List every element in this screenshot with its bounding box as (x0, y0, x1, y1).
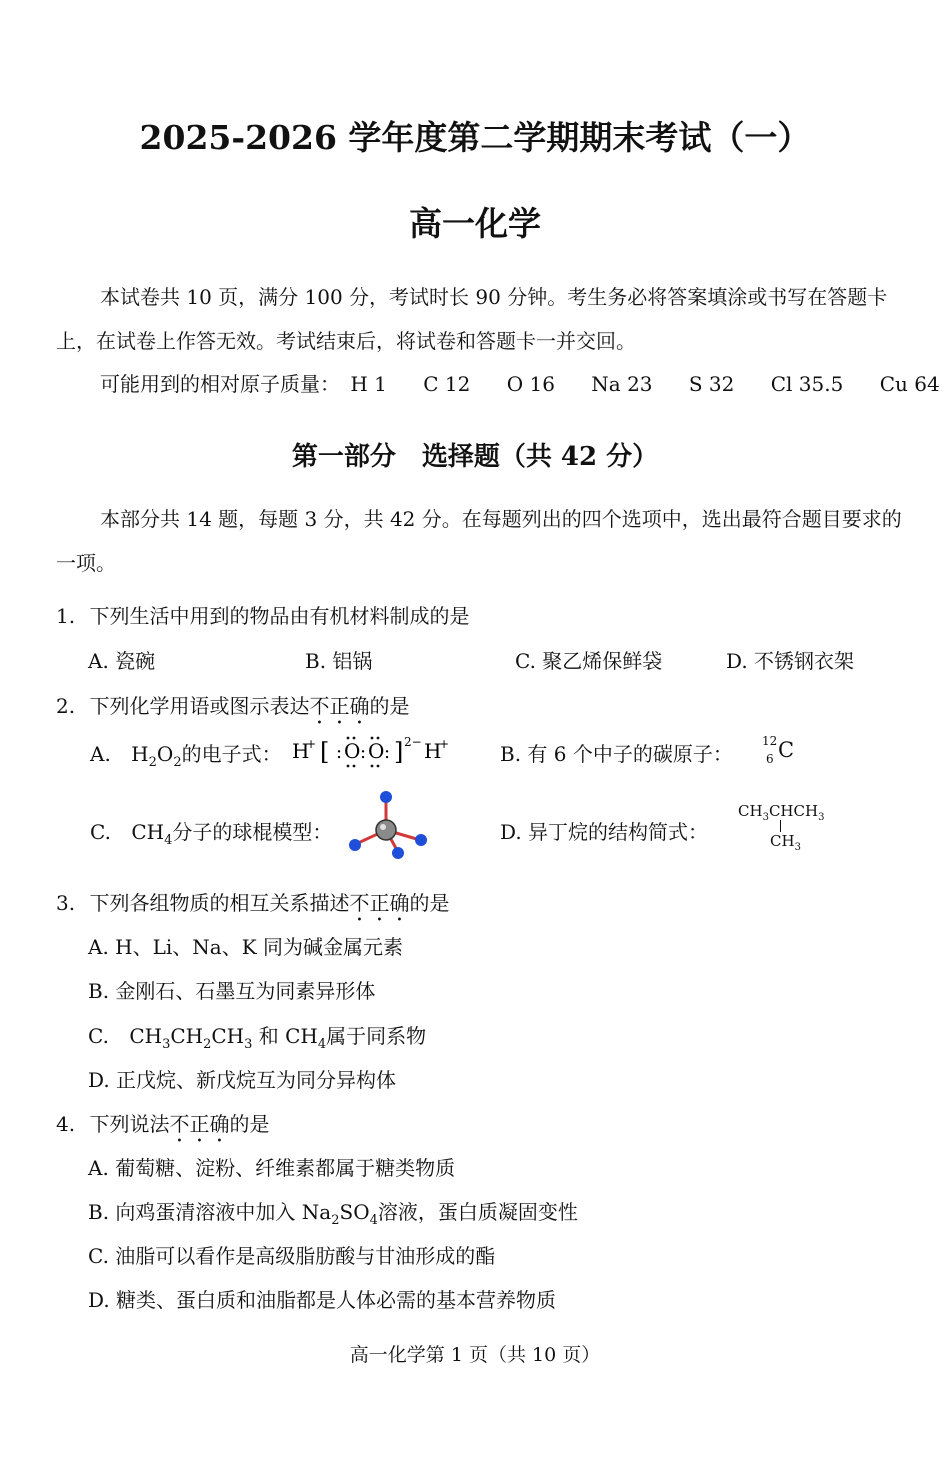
svg-text:+: + (439, 737, 450, 751)
q4-option-c: C. 油脂可以看作是高级脂肪酸与甘油形成的酯 (88, 1244, 496, 1268)
question-number: 4. (56, 1112, 76, 1136)
mass-cu: Cu 64 (879, 372, 940, 396)
option-text: 属于同系物 (326, 1024, 427, 1048)
q4-option-a: A. 葡萄糖、淀粉、纤维素都属于糖类物质 (88, 1156, 456, 1180)
svg-text:H: H (424, 739, 442, 763)
stem-emphasis: 不正确 (349, 891, 410, 915)
stem-text: 下列说法 (89, 1112, 170, 1136)
stem-text: 下列化学用语或图示表达 (89, 694, 310, 718)
question-2 (56, 690, 409, 729)
q1-option-c: C. 聚乙烯保鲜袋 (515, 649, 663, 673)
question-stem: 下列生活中用到的物品由有机材料制成的是 (89, 604, 470, 628)
option-text: 的电子式： (181, 742, 282, 766)
electron-dot-diagram (290, 732, 460, 772)
option-label: A. (90, 742, 111, 766)
q3-option-d: D. 正戊烷、新戊烷互为同分异构体 (88, 1068, 397, 1092)
option-label: C. (90, 820, 111, 844)
q2-option-c (90, 816, 332, 848)
question-stem (89, 1112, 269, 1136)
q1-option-b: B. 铝锅 (305, 649, 373, 673)
element-symbol: C (778, 738, 795, 762)
option-conj: 和 (258, 1024, 279, 1048)
q4-option-d: D. 糖类、蛋白质和油脂都是人体必需的基本营养物质 (88, 1288, 557, 1312)
exam-title: 2025-2026 学年度第二学期期末考试（一） (139, 118, 811, 157)
main-chain: $CH_3CHCH_3$ (738, 802, 825, 823)
option-label: C. (88, 1024, 109, 1048)
stem-text-end: 的是 (409, 891, 450, 915)
na2so4-formula: $Na_2SO_4$ (301, 1200, 378, 1228)
mass-s: S 32 (688, 372, 735, 396)
q2-option-a (90, 738, 282, 770)
question-stem (89, 891, 449, 915)
question-3 (56, 887, 449, 926)
section-1-description: 本部分共 14 题，每题 3 分，共 42 分。在每题列出的四个选项中，选出最符合题目要求的一项。 (56, 507, 902, 575)
svg-text:O: O (344, 739, 361, 763)
stem-text-end: 的是 (369, 694, 410, 718)
q1-option-a: A. 瓷碗 (88, 649, 156, 673)
stem-emphasis: 不正确 (169, 1112, 230, 1136)
methane-formula: $CH_4$ (285, 1024, 327, 1052)
q1-option-d: D. 不锈钢衣架 (726, 649, 855, 673)
atomic-masses (100, 368, 950, 397)
svg-text:]: ] (394, 738, 404, 766)
carbon-isotope-symbol (762, 734, 802, 770)
mass-o: O 16 (506, 372, 555, 396)
q2-option-d (500, 816, 708, 845)
ball-and-stick-model (344, 788, 430, 860)
option-text: 分子的球棍模型： (172, 820, 333, 844)
branch-methyl: $CH_3$ (770, 832, 801, 853)
atomic-number: 6 (766, 752, 774, 766)
svg-text::: : (360, 742, 367, 763)
masses-label: 可能用到的相对原子质量： (100, 372, 340, 396)
svg-text:2−: 2− (404, 735, 422, 749)
section-1-title: 第一部分 选择题（共 42 分） (291, 442, 659, 472)
svg-text:[: [ (320, 738, 330, 766)
mass-number: 12 (762, 734, 778, 748)
stem-text: 下列各组物质的相互关系描述 (89, 891, 350, 915)
propane-formula: $CH_3CH_2CH_3$ (129, 1024, 253, 1052)
stem-text-end: 的是 (229, 1112, 270, 1136)
q3-option-b: B. 金刚石、石墨互为同素异形体 (88, 979, 376, 1003)
mass-c: C 12 (423, 372, 471, 396)
mass-na: Na 23 (591, 372, 653, 396)
q4-option-b (88, 1196, 578, 1228)
ch4-formula: $CH_4$ (131, 820, 173, 848)
mass-h: H 1 (350, 372, 387, 396)
branch-bond (780, 820, 781, 832)
option-text: D. 异丁烷的结构简式： (500, 820, 709, 844)
svg-text:H: H (292, 739, 310, 763)
option-text-end: 溶液，蛋白质凝固变性 (377, 1200, 578, 1224)
exam-instructions: 本试卷共 10 页，满分 100 分，考试时长 90 分钟。考生务必将答案填涂或书写在答题卡上，在试卷上作答无效。考试结束后，将试卷和答题卡一并交回。 (56, 285, 888, 353)
svg-text:O: O (368, 739, 385, 763)
q3-option-a: A. H、Li、Na、K 同为碱金属元素 (88, 935, 403, 959)
page-footer: 高一化学第 1 页（共 10 页） (349, 1344, 601, 1366)
question-number: 1. (56, 604, 76, 628)
question-stem (89, 694, 409, 718)
h2o2-formula: $H_2O_2$ (131, 742, 182, 770)
question-number: 2. (56, 694, 76, 718)
subject-title: 高一化学 (409, 204, 541, 243)
question-number: 3. (56, 891, 76, 915)
q2-option-b (500, 738, 733, 767)
svg-text::: : (336, 742, 343, 763)
mass-cl: Cl 35.5 (770, 372, 844, 396)
option-text: B. 向鸡蛋清溶液中加入 (88, 1200, 296, 1224)
question-4 (56, 1108, 269, 1147)
stem-emphasis: 不正确 (309, 694, 370, 718)
svg-text:+: + (306, 737, 317, 751)
svg-text::: : (384, 742, 391, 763)
option-text: B. 有 6 个中子的碳原子： (500, 742, 733, 766)
q3-option-c (88, 1020, 426, 1052)
question-1 (56, 600, 469, 629)
isobutane-structure (738, 804, 848, 856)
